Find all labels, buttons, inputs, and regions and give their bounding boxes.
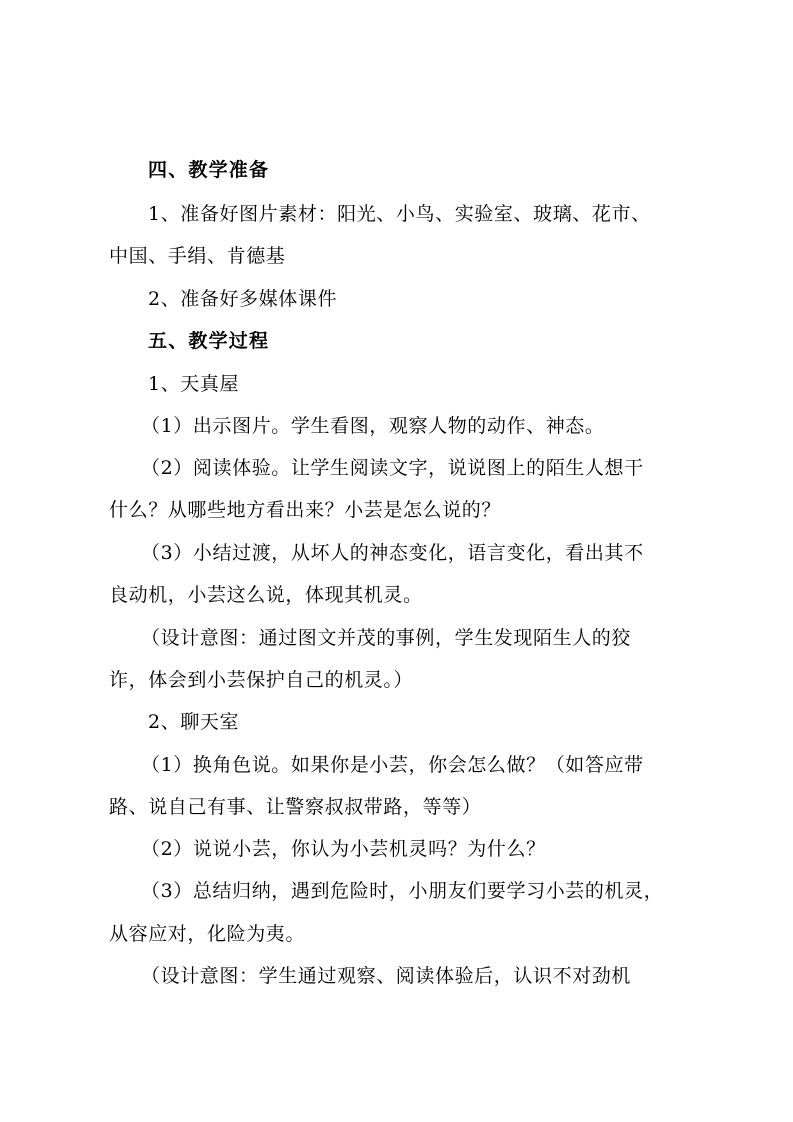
paragraph-line: 良动机，小芸这么说，体现其机灵。 xyxy=(109,584,423,606)
paragraph-line: （2）阅读体验。让学生阅读文字，说说图上的陌生人想干 xyxy=(141,457,644,479)
paragraph-line: （3）总结归纳，遇到危险时，小朋友们要学习小芸的机灵， xyxy=(141,880,664,902)
paragraph-line: 中国、手绢、肯德基 xyxy=(109,245,286,267)
design-intent-line: （设计意图：学生通过观察、阅读体验后，认识不对劲机 xyxy=(141,965,632,987)
design-intent-line: （设计意图：通过图文并茂的事例，学生发现陌生人的狡 xyxy=(141,627,632,649)
paragraph-line: 什么？从哪些地方看出来？小芸是怎么说的？ xyxy=(109,499,502,521)
paragraph-line: （1）出示图片。学生看图，观察人物的动作、神态。 xyxy=(141,415,605,437)
subsection-heading-liaotianshi: 2、聊天室 xyxy=(148,711,240,733)
section-heading-preparation: 四、教学准备 xyxy=(148,159,270,181)
paragraph-line: （2）说说小芸，你认为小芸机灵吗？为什么？ xyxy=(141,838,546,860)
design-intent-line: 诈，体会到小芸保护自己的机灵。） xyxy=(109,669,414,691)
paragraph-line: 从容应对，化险为夷。 xyxy=(109,923,306,945)
paragraph-line: 路、说自己有事、让警察叔叔带路，等等） xyxy=(109,796,482,818)
paragraph-line: 2、准备好多媒体课件 xyxy=(148,288,338,310)
subsection-heading-tianzhenwu: 1、天真屋 xyxy=(148,373,240,395)
paragraph-line: （1）换角色说。如果你是小芸，你会怎么做？（如答应带 xyxy=(141,754,644,776)
paragraph-line: 1、准备好图片素材：阳光、小鸟、实验室、玻璃、花市、 xyxy=(148,203,651,225)
paragraph-line: （3）小结过渡，从坏人的神态变化，语言变化，看出其不 xyxy=(141,542,644,564)
section-heading-process: 五、教学过程 xyxy=(148,330,270,352)
